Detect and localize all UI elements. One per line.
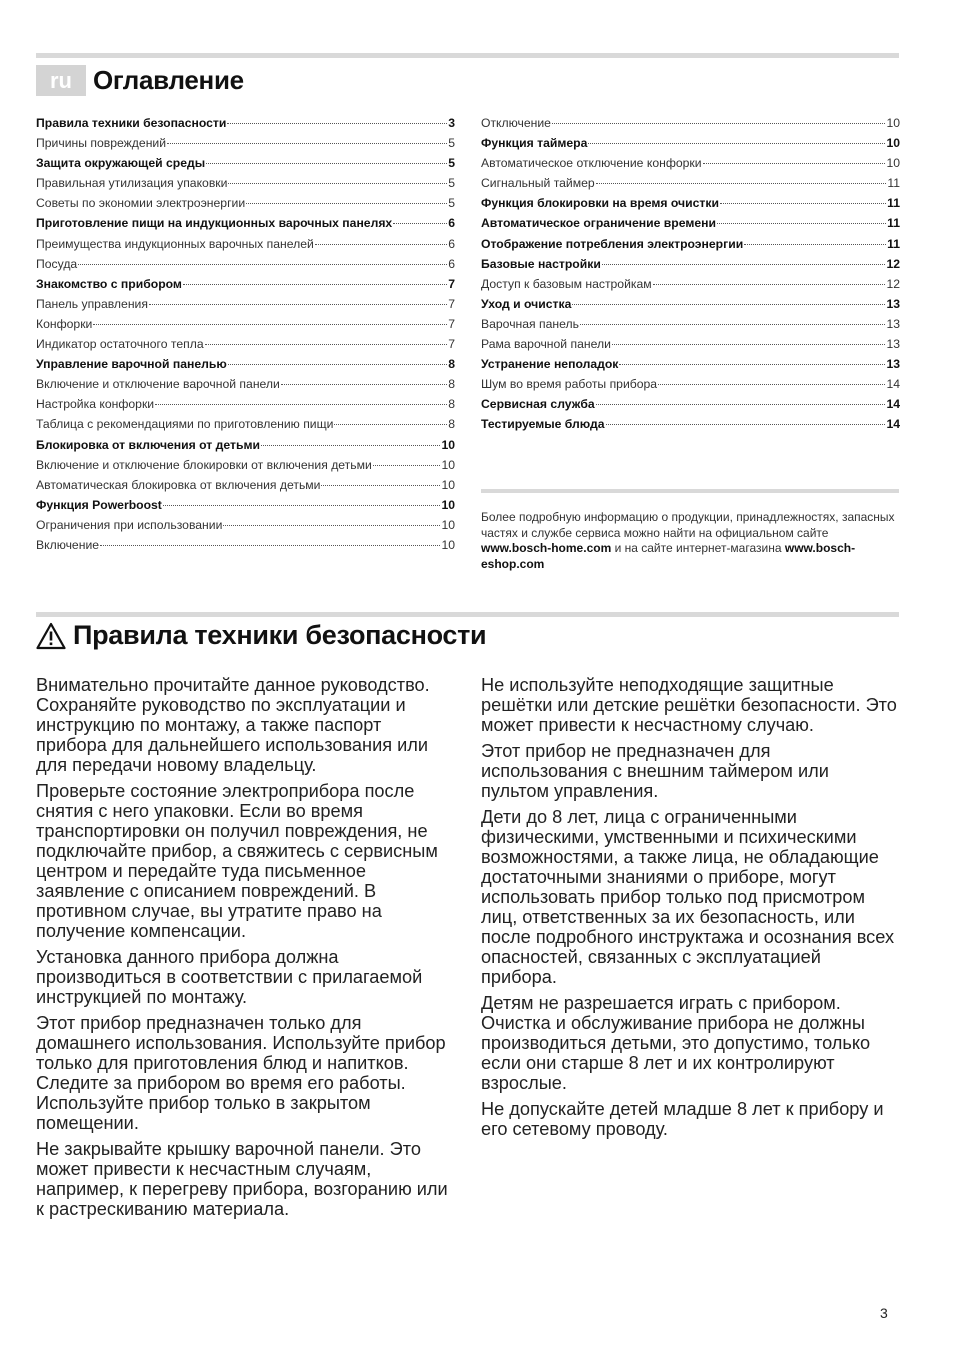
safety-paragraph: Не используйте неподходящие защитные решётки или детские решётки безопасности. Это может привести к несчастному случаю. — [481, 675, 897, 735]
safety-right-column — [481, 675, 901, 1145]
toc-entry-title: Советы по экономии электроэнергии — [36, 196, 246, 211]
toc-entry-page: 11 — [887, 196, 900, 211]
toc-entry-title: Включение и отключение блокировки от включения детьми — [36, 457, 372, 472]
toc-leader-dots — [167, 143, 447, 144]
toc-entry[interactable] — [36, 337, 455, 357]
toc-entry-page: 12 — [886, 276, 900, 291]
toc-leader-dots — [149, 304, 447, 305]
toc-entry-title: Автоматическое отключение конфорки — [481, 156, 702, 171]
toc-entry[interactable] — [36, 478, 455, 498]
toc-entry-page: 7 — [448, 276, 455, 291]
toc-leader-dots — [744, 244, 886, 245]
language-badge: ru — [36, 65, 86, 96]
toc-leader-dots — [653, 284, 886, 285]
toc-entry[interactable] — [481, 417, 900, 437]
toc-entry-title: Автоматическое ограничение времени — [481, 216, 717, 231]
safety-header — [36, 620, 486, 651]
toc-entry-title: Автоматическая блокировка от включения детьми — [36, 477, 321, 492]
toc-entry-page: 7 — [448, 337, 455, 352]
toc-leader-dots — [606, 424, 886, 425]
toc-header — [36, 64, 244, 96]
toc-entry[interactable] — [481, 237, 900, 257]
toc-entry-page: 8 — [448, 377, 455, 392]
toc-entry-page: 5 — [448, 176, 455, 191]
toc-leader-dots — [588, 143, 885, 144]
toc-entry-title: Рама варочной панели — [481, 337, 611, 352]
toc-entry[interactable] — [481, 116, 900, 136]
toc-entry-page: 10 — [886, 156, 900, 171]
toc-entry-page: 6 — [448, 216, 455, 231]
safety-title: Правила техники безопасности — [73, 620, 487, 650]
toc-leader-dots — [572, 304, 885, 305]
safety-paragraph: Не допускайте детей младше 8 лет к прибору и его сетевому проводу. — [481, 1099, 884, 1139]
toc-entry-title: Отключение — [481, 116, 551, 130]
toc-leader-dots — [100, 545, 440, 546]
toc-entry[interactable] — [481, 297, 900, 317]
toc-entry-title: Включение — [36, 537, 100, 552]
safety-left-column — [36, 675, 456, 1225]
toc-leader-dots — [183, 284, 447, 285]
toc-entry[interactable] — [481, 156, 900, 176]
toc-entry-page: 10 — [441, 497, 455, 512]
toc-leader-dots — [206, 163, 447, 164]
toc-entry[interactable] — [36, 518, 455, 538]
safety-paragraph: Дети до 8 лет, лица с ограниченными физическими, умственными и психическими возможностями, а также лица, не обладающие достаточными знаниями о приборе, могут использовать прибор только под присмотром лиц, ответственных за их безопасность, или после подробного инструктажа и осознания всех опасностей, связанных с эксплуатацией прибора. — [481, 807, 895, 987]
safety-paragraph: Проверьте состояние электроприбора после снятия с него упаковки. Если во время транспортировки он получил повреждения, не подключайте прибор, а свяжитесь с сервисным центром и передайте туда письменное заявление с описанием повреждений. В противном случае, вы утратите право на получение компенсации. — [36, 781, 438, 941]
toc-entry[interactable] — [36, 216, 455, 236]
toc-leader-dots — [596, 404, 886, 405]
safety-paragraph: Детям не разрешается играть с прибором. Очистка и обслуживание прибора не должны производиться детьми, это допустимо, только если они старше 8 лет и их контролируют взрослые. — [481, 993, 871, 1093]
toc-entry-page: 8 — [448, 417, 455, 432]
toc-leader-dots — [228, 183, 447, 184]
toc-leader-dots — [205, 344, 448, 345]
toc-leader-dots — [78, 264, 447, 265]
safety-paragraph: Установка данного прибора должна производиться в соответствии с прилагаемой инструкцией по монтажу. — [36, 947, 423, 1007]
section-divider — [36, 612, 899, 617]
toc-entry-title: Функция Powerboost — [36, 497, 162, 512]
toc-entry-title: Сервисная служба — [481, 397, 595, 412]
bosch-eshop-link[interactable]: www.bosch-eshop.com — [481, 541, 856, 571]
toc-entry-title: Причины повреждений — [36, 136, 167, 151]
toc-entry-title: Уход и очистка — [481, 296, 572, 311]
toc-entry-page: 11 — [887, 176, 900, 191]
toc-entry-title: Преимущества индукционных варочных панелей — [36, 236, 314, 251]
toc-entry[interactable] — [36, 116, 455, 136]
toc-entry[interactable] — [481, 337, 900, 357]
toc-entry-page: 5 — [448, 136, 455, 151]
toc-leader-dots — [720, 203, 886, 204]
toc-entry-page: 10 — [441, 477, 455, 492]
toc-entry-title: Варочная панель — [481, 316, 579, 331]
toc-right-column — [481, 116, 900, 438]
toc-entry-page: 5 — [448, 156, 455, 171]
toc-leader-dots — [658, 384, 885, 385]
warning-triangle-icon — [36, 622, 66, 650]
safety-paragraph: Этот прибор не предназначен для использования с внешним таймером или пультом управления. — [481, 741, 829, 801]
toc-entry[interactable] — [36, 538, 455, 558]
toc-entry-title: Сигнальный таймер — [481, 176, 595, 191]
safety-paragraph: Не закрывайте крышку варочной панели. Это может привести к несчастным случаям, например, к перегреву прибора, возгоранию или к растрескиванию материала. — [36, 1139, 448, 1219]
toc-entry-title: Правильная утилизация упаковки — [36, 176, 228, 191]
toc-leader-dots — [321, 485, 440, 486]
toc-entry[interactable] — [36, 458, 455, 478]
toc-entry-page: 7 — [448, 296, 455, 311]
toc-entry-page: 7 — [448, 316, 455, 331]
toc-entry-page: 8 — [448, 397, 455, 412]
toc-entry-title: Устранение неполадок — [481, 357, 619, 372]
toc-entry[interactable] — [36, 257, 455, 277]
toc-leader-dots — [246, 203, 447, 204]
info-divider — [481, 489, 899, 493]
toc-entry[interactable] — [481, 377, 900, 397]
toc-entry[interactable] — [36, 417, 455, 437]
toc-leader-dots — [281, 384, 447, 385]
toc-entry[interactable] — [36, 498, 455, 518]
toc-leader-dots — [552, 123, 885, 124]
info-note-text-2: и на сайте интернет-магазина — [611, 541, 785, 555]
toc-leader-dots — [717, 223, 886, 224]
toc-leader-dots — [619, 364, 885, 365]
toc-left-column — [36, 116, 455, 558]
toc-entry-page: 10 — [886, 116, 900, 130]
toc-entry[interactable] — [36, 438, 455, 458]
toc-entry-title: Ограничения при использовании — [36, 517, 223, 532]
toc-entry[interactable] — [36, 176, 455, 196]
toc-entry-page: 5 — [448, 196, 455, 211]
info-note-text-1: Более подробную информацию о продукции, принадлежностях, запасных частях и службе сервиса можно найти на официальном сайте — [481, 510, 895, 540]
toc-entry-title: Тестируемые блюда — [481, 417, 605, 432]
toc-leader-dots — [373, 465, 441, 466]
toc-entry[interactable] — [481, 317, 900, 337]
toc-entry-page: 11 — [887, 216, 900, 231]
toc-entry-title: Панель управления — [36, 296, 148, 311]
toc-entry-page: 10 — [441, 437, 455, 452]
toc-entry-page: 10 — [441, 517, 455, 532]
toc-leader-dots — [155, 404, 447, 405]
toc-entry-page: 14 — [886, 417, 900, 432]
toc-entry-page: 14 — [886, 397, 900, 412]
bosch-home-link[interactable]: www.bosch-home.com — [481, 541, 612, 555]
toc-entry-title: Блокировка от включения от детьми — [36, 437, 260, 452]
toc-entry[interactable] — [481, 216, 900, 236]
toc-leader-dots — [580, 324, 885, 325]
toc-entry[interactable] — [36, 297, 455, 317]
toc-entry[interactable] — [481, 196, 900, 216]
page-number: 3 — [880, 1305, 888, 1321]
toc-entry-page: 14 — [886, 377, 900, 392]
toc-entry[interactable] — [36, 237, 455, 257]
toc-entry-title: Включение и отключение варочной панели — [36, 377, 280, 392]
toc-entry[interactable] — [36, 317, 455, 337]
toc-title: Оглавление — [93, 64, 244, 95]
top-divider — [36, 53, 899, 58]
toc-entry-title: Отображение потребления электроэнергии — [481, 236, 744, 251]
toc-entry-title: Доступ к базовым настройкам — [481, 276, 652, 291]
toc-entry-page: 3 — [448, 116, 455, 130]
toc-entry-page: 10 — [441, 457, 455, 472]
info-note — [481, 510, 901, 572]
toc-entry-title: Правила техники безопасности — [36, 116, 227, 130]
toc-leader-dots — [393, 223, 447, 224]
toc-entry[interactable] — [481, 257, 900, 277]
toc-entry[interactable] — [481, 397, 900, 417]
toc-entry[interactable] — [36, 277, 455, 297]
toc-entry-page: 13 — [886, 316, 900, 331]
toc-entry[interactable] — [36, 397, 455, 417]
toc-leader-dots — [228, 364, 447, 365]
toc-entry[interactable] — [481, 136, 900, 156]
toc-entry[interactable] — [36, 377, 455, 397]
toc-entry-title: Защита окружающей среды — [36, 156, 206, 171]
toc-leader-dots — [612, 344, 886, 345]
toc-entry-page: 13 — [886, 357, 900, 372]
toc-entry-page: 6 — [448, 256, 455, 271]
toc-leader-dots — [334, 424, 447, 425]
toc-entry-page: 13 — [886, 337, 900, 352]
toc-entry[interactable] — [36, 357, 455, 377]
toc-entry[interactable] — [481, 277, 900, 297]
toc-entry[interactable] — [481, 357, 900, 377]
toc-entry-title: Таблица с рекомендациями по приготовлению пищи — [36, 417, 334, 432]
toc-entry[interactable] — [36, 196, 455, 216]
toc-leader-dots — [223, 525, 440, 526]
toc-leader-dots — [596, 183, 887, 184]
toc-entry-page: 10 — [886, 136, 900, 151]
toc-entry-title: Функция блокировки на время очистки — [481, 196, 719, 211]
toc-leader-dots — [163, 505, 441, 506]
toc-leader-dots — [315, 244, 447, 245]
toc-entry-title: Приготовление пищи на индукционных варочных панелях — [36, 216, 393, 231]
toc-entry-page: 12 — [886, 256, 900, 271]
toc-entry-title: Функция таймера — [481, 136, 588, 151]
toc-entry-title: Знакомство с прибором — [36, 276, 182, 291]
safety-paragraph: Этот прибор предназначен только для домашнего использования. Используйте прибор только для приготовления блюд и напитков. Следите за прибором во время его работы. Используйте прибор только в закрытом помещении. — [36, 1013, 446, 1133]
toc-entry-title: Управление варочной панелью — [36, 357, 227, 372]
toc-entry-title: Посуда — [36, 256, 78, 271]
toc-entry-page: 11 — [887, 236, 900, 251]
toc-entry-title: Шум во время работы прибора — [481, 377, 658, 392]
toc-leader-dots — [93, 324, 447, 325]
safety-paragraph: Внимательно прочитайте данное руководство. Сохраняйте руководство по эксплуатации и инструкцию по монтажу, а также паспорт прибора для дальнейшего использования или для передачи новому владельцу. — [36, 675, 430, 775]
toc-entry-title: Базовые настройки — [481, 256, 601, 271]
toc-entry-title: Индикатор остаточного тепла — [36, 337, 204, 352]
toc-leader-dots — [227, 123, 447, 124]
toc-entry-title: Настройка конфорки — [36, 397, 155, 412]
toc-entry[interactable] — [481, 176, 900, 196]
toc-entry[interactable] — [36, 156, 455, 176]
toc-entry-page: 13 — [886, 296, 900, 311]
toc-leader-dots — [602, 264, 886, 265]
toc-leader-dots — [261, 445, 440, 446]
toc-entry-page: 10 — [441, 537, 455, 552]
toc-entry[interactable] — [36, 136, 455, 156]
toc-leader-dots — [703, 163, 886, 164]
toc-entry-page: 8 — [448, 357, 455, 372]
toc-entry-page: 6 — [448, 236, 455, 251]
toc-entry-title: Конфорки — [36, 316, 93, 331]
